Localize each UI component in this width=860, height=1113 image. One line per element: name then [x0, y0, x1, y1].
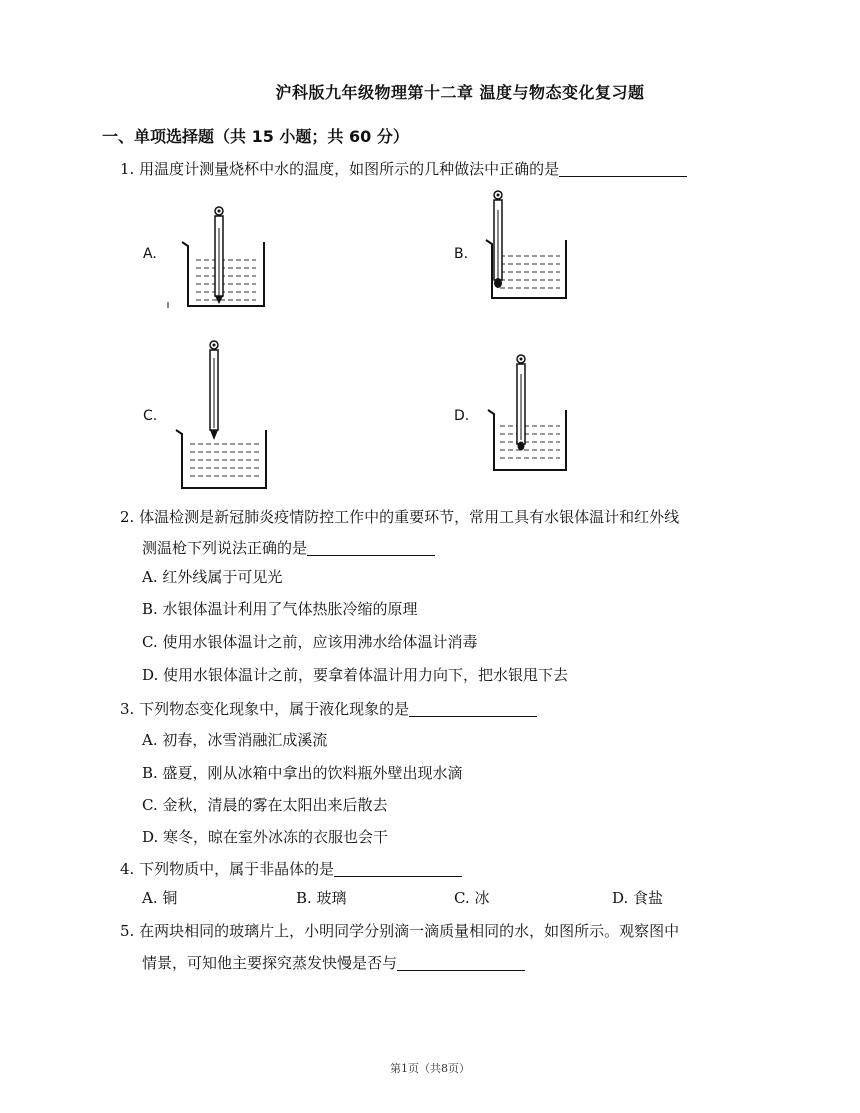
q2-option-a: A. 红外线属于可见光	[142, 568, 283, 586]
question-1	[120, 156, 687, 183]
answer-blank	[307, 539, 435, 556]
q4-option-a: A. 铜	[142, 889, 178, 907]
q4-option-c: C. 冰	[454, 889, 490, 907]
answer-blank	[409, 700, 537, 717]
figure-label-b: B.	[454, 246, 469, 262]
answer-blank	[334, 860, 462, 877]
question-number: 4.	[120, 860, 135, 878]
question-3	[120, 696, 537, 723]
question-5	[120, 918, 679, 945]
figure-b-beaker-thermometer	[478, 186, 588, 306]
question-text-line2: 测温枪下列说法正确的是	[142, 539, 308, 557]
question-2	[120, 504, 679, 531]
q3-option-b: B. 盛夏，刚从冰箱中拿出的饮料瓶外壁出现水滴	[142, 764, 463, 782]
q3-option-c: C. 金秋，清晨的雾在太阳出来后散去	[142, 796, 388, 814]
figure-label-a: A.	[143, 246, 157, 262]
figure-c-beaker-thermometer	[170, 336, 280, 496]
question-2-line2	[142, 535, 435, 562]
figure-label-d: D.	[454, 408, 470, 424]
q3-option-d: D. 寒冬，晾在室外冰冻的衣服也会干	[142, 828, 389, 846]
question-number: 2.	[120, 508, 135, 526]
question-4	[120, 856, 462, 883]
question-text: 用温度计测量烧杯中水的温度，如图所示的几种做法中正确的是	[139, 160, 560, 178]
figure-d-beaker-thermometer	[484, 348, 594, 474]
figure-label-c: C.	[143, 408, 158, 424]
page-title: 沪科版九年级物理第十二章 温度与物态变化复习题	[275, 83, 645, 102]
q4-option-b: B. 玻璃	[296, 889, 347, 907]
page-footer: 第1页（共8页）	[390, 1062, 470, 1075]
question-text-line1: 在两块相同的玻璃片上，小明同学分别滴一滴质量相同的水，如图所示。观察图中	[139, 922, 680, 940]
q4-option-d: D. 食盐	[612, 889, 664, 907]
q2-option-c: C. 使用水银体温计之前，应该用沸水给体温计消毒	[142, 633, 478, 651]
question-text: 下列物态变化现象中，属于液化现象的是	[139, 700, 410, 718]
question-text: 下列物质中，属于非晶体的是	[139, 860, 335, 878]
answer-blank	[397, 954, 525, 971]
section-heading: 一、单项选择题（共 15 小题；共 60 分）	[102, 127, 409, 146]
q3-option-a: A. 初春，冰雪消融汇成溪流	[142, 731, 328, 749]
answer-blank	[559, 160, 687, 177]
figure-a-beaker-thermometer	[160, 198, 270, 314]
question-number: 1.	[120, 160, 135, 178]
question-number: 5.	[120, 922, 135, 940]
question-text-line1: 体温检测是新冠肺炎疫情防控工作中的重要环节，常用工具有水银体温计和红外线	[139, 508, 680, 526]
q2-option-b: B. 水银体温计利用了气体热胀冷缩的原理	[142, 600, 418, 618]
question-5-line2	[142, 950, 525, 977]
q2-option-d: D. 使用水银体温计之前，要拿着体温计用力向下，把水银甩下去	[142, 666, 569, 684]
question-text-line2: 情景，可知他主要探究蒸发快慢是否与	[142, 954, 398, 972]
question-number: 3.	[120, 700, 135, 718]
